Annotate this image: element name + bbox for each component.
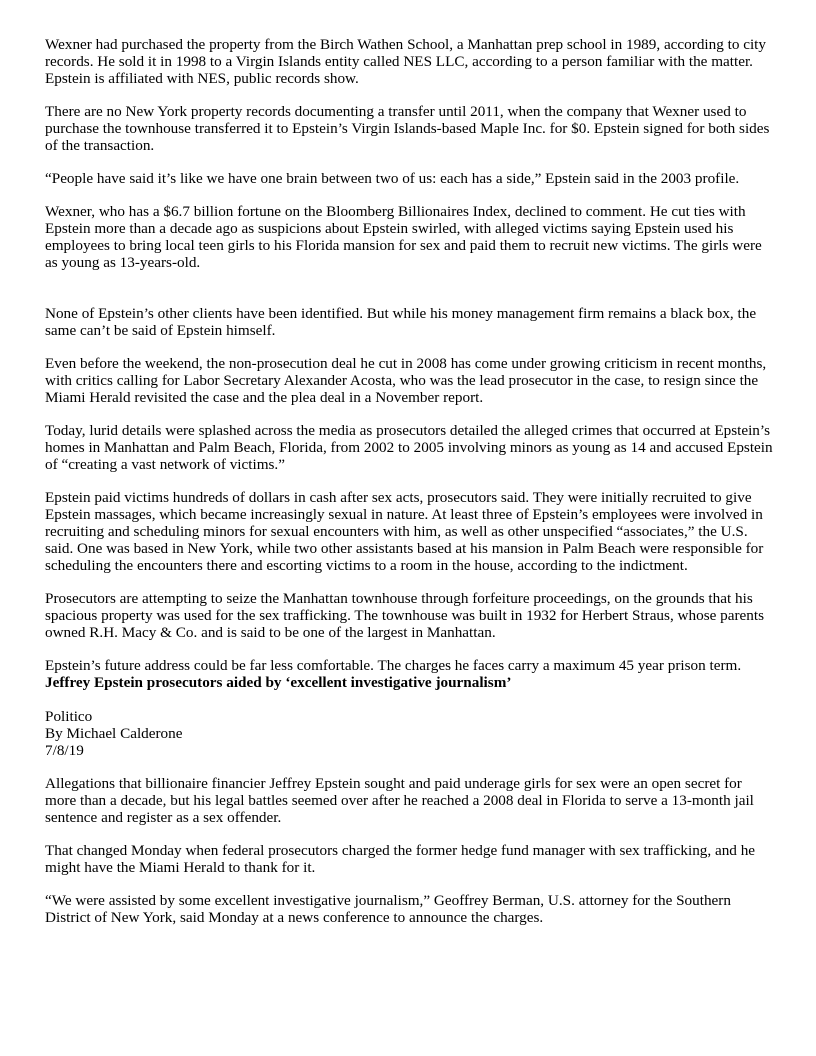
article1-paragraph-6: Even before the weekend, the non-prosecution deal he cut in 2008 has come under growing criticism in recent months, with critics calling for Labor Secretary Alexander Acosta, who was the lead prosecutor in the case, to resign since the Miami Herald revisited the case and the plea deal in a November report. — [45, 355, 767, 406]
article2-meta — [45, 708, 775, 759]
article1-paragraph-5: None of Epstein’s other clients have been identified. But while his money management firm remains a black box, the same can’t be said of Epstein himself. — [45, 305, 757, 339]
article2-date: 7/8/19 — [45, 742, 84, 759]
article2-paragraph-2: That changed Monday when federal prosecutors charged the former hedge fund manager with sex trafficking, and he might have the Miami Herald to thank for it. — [45, 842, 756, 876]
article1-paragraph-9: Prosecutors are attempting to seize the Manhattan townhouse through forfeiture proceedings, on the grounds that his spacious property was used for the sex trafficking. The townhouse was built in 1932 for Herbert Straus, whose parents owned R.H. Macy & Co. and is said to be one of the largest in Manhattan. — [45, 590, 764, 641]
article2-source: Politico — [45, 708, 93, 725]
article1-paragraph-3: “People have said it’s like we have one brain between two of us: each has a side,” Epstein said in the 2003 profile. — [45, 170, 740, 187]
article2-paragraph-1: Allegations that billionaire financier Jeffrey Epstein sought and paid underage girls for sex were an open secret for more than a decade, but his legal battles seemed over after he reached a 2008 deal in Florida to serve a 13-month jail sentence and register as a sex offender. — [45, 775, 754, 826]
article2-headline: Jeffrey Epstein prosecutors aided by ‘excellent investigative journalism’ — [45, 674, 512, 691]
document-page — [45, 36, 775, 942]
article2-byline: By Michael Calderone — [45, 725, 183, 742]
article1-paragraph-4: Wexner, who has a $6.7 billion fortune on the Bloomberg Billionaires Index, declined to comment. He cut ties with Epstein more than a decade ago as suspicions about Epstein swirled, with alleged victims saying Epstein used his employees to bring local teen girls to his Florida mansion for sex and paid them to recruit new victims. The girls were as young as 13-years-old. — [45, 203, 762, 271]
article1-paragraph-10: Epstein’s future address could be far less comfortable. The charges he faces carry a maximum 45 year prison term. — [45, 657, 742, 674]
article1-paragraph-8: Epstein paid victims hundreds of dollars in cash after sex acts, prosecutors said. They were initially recruited to give Epstein massages, which became increasingly sexual in nature. At least three of Epstein’s employees were involved in recruiting and scheduling minors for sexual encounters with him, as well as other unspecified “associates,” the U.S. said. One was based in New York, while two other assistants based at his mansion in Palm Beach were responsible for scheduling the encounters there and escorting victims to a room in the house, according to the indictment. — [45, 489, 764, 574]
article2-paragraph-3: “We were assisted by some excellent investigative journalism,” Geoffrey Berman, U.S. attorney for the Southern District of New York, said Monday at a news conference to announce the charges. — [45, 892, 731, 926]
article1-paragraph-2: There are no New York property records documenting a transfer until 2011, when the company that Wexner used to purchase the townhouse transferred it to Epstein’s Virgin Islands-based Maple Inc. for $0. Epstein signed for both sides of the transaction. — [45, 103, 770, 154]
article1-paragraph-7: Today, lurid details were splashed across the media as prosecutors detailed the alleged crimes that occurred at Epstein’s homes in Manhattan and Palm Beach, Florida, from 2002 to 2005 involving minors as young as 14 and accused Epstein of “creating a vast network of victims.” — [45, 422, 773, 473]
article1-paragraph-1: Wexner had purchased the property from the Birch Wathen School, a Manhattan prep school in 1989, according to city records. He sold it in 1998 to a Virgin Islands entity called NES LLC, according to a person familiar with the matter. Epstein is affiliated with NES, public records show. — [45, 36, 766, 87]
